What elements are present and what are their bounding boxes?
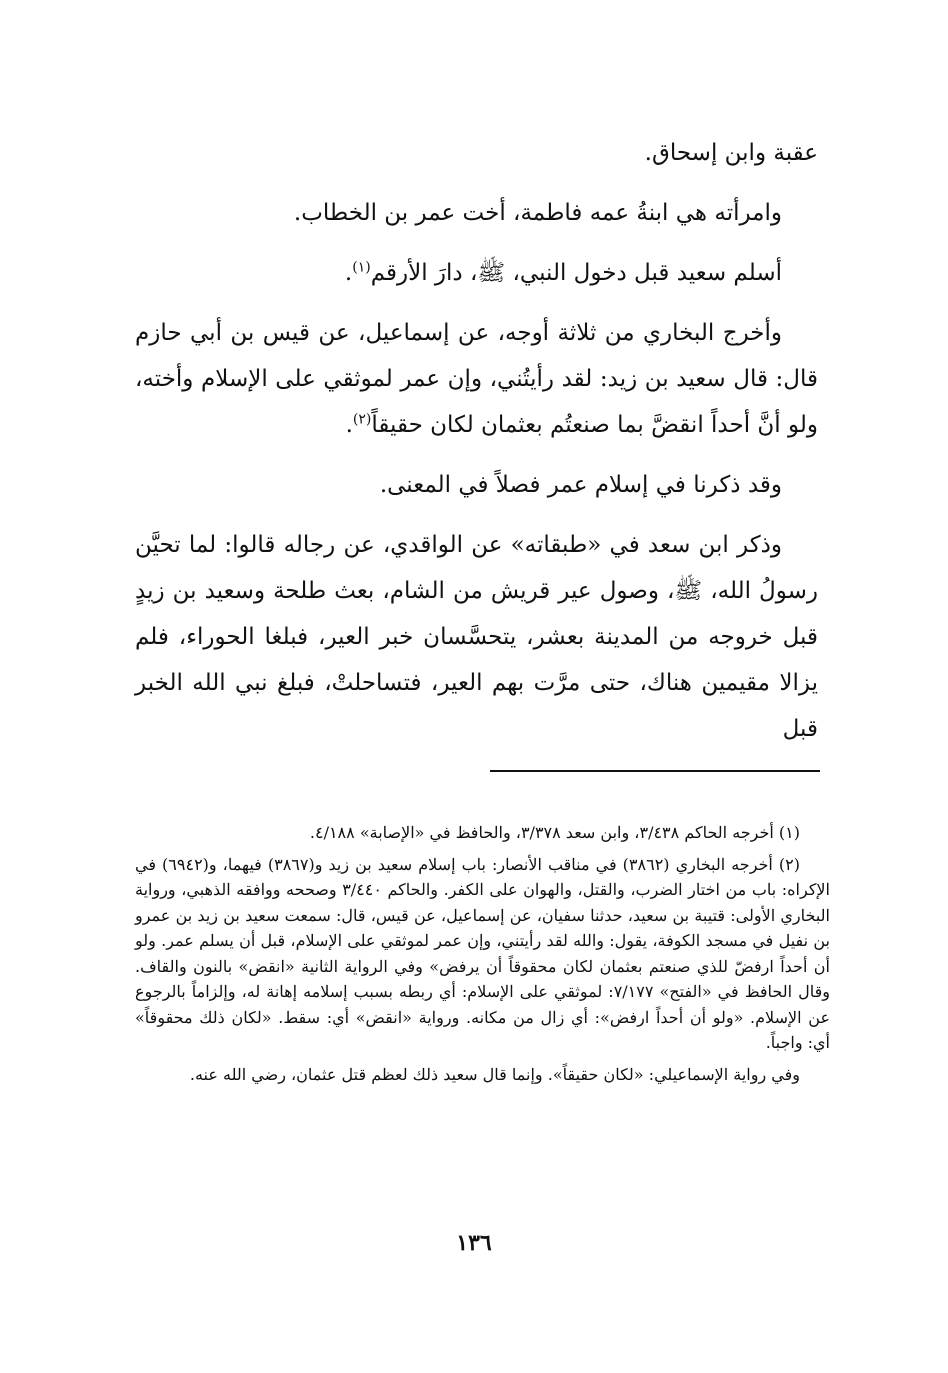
footnote-2-continuation: وفي رواية الإسماعيلي: «لكان حقيقاً». وإنما قال سعيد ذلك لعظم قتل عثمان، رضي الله عنه. [189,1064,800,1084]
paragraph-4-end: . [345,412,353,438]
footnote-ref-1: (١) [352,259,371,276]
main-text [135,130,818,752]
footnote-1: (١) أخرجه الحاكم ٣/٤٣٨، وابن سعد ٣/٣٧٨، والحافظ في «الإصابة» ٤/١٨٨. [309,823,800,842]
paragraph-3-text: أسلم سعيد قبل دخول النبي، ﷺ، دارَ الأرقم [370,260,782,286]
paragraph-4-text: وأخرج البخاري من ثلاثة أوجه، عن إسماعيل، عن قيس بن أبي حازم قال: قال سعيد بن زيد: لقد رأيتُني، وإن عمر لموثقي على الإسلام وأخته، ولو أنَّ أحداً انقضَّ بما صنعتُم بعثمان لكان حقيقاً [135,320,818,438]
paragraph-4 [135,310,818,448]
footnote-divider [490,770,820,772]
page-number: ١٣٦ [456,1230,492,1256]
footnote-2: (٢) أخرجه البخاري (٣٨٦٢) في مناقب الأنصار: باب إسلام سعيد بن زيد و(٣٨٦٧) فيهما، و(٦٩٤٢) في الإكراه: باب من اختار الضرب، والقتل، والهوان على الكفر. والحاكم ٣/٤٤٠ وصححه ووافقه الذهبي، ورواية البخاري الأولى: قتيبة بن سعيد، حدثنا سفيان، عن إسماعيل، عن قيس، قال: سمعت سعيد بن زيد بن عمرو بن نفيل في مسجد الكوفة، يقول: والله لقد رأيتني، وإن عمر لموثقي على الإسلام، قبل أن يسلم عمر. ولو أن أحداً ارفضّ للذي صنعتم بعثمان لكان محقوقاً أن يرفض» وفي الرواية الثانية «انقض» بالنون والقاف. وقال الحافظ في «الفتح» ٧/١٧٧: لموثقي على الإسلام: أي ربطه بسبب إسلامه إهانة له، وإلزاماً بالرجوع عن الإسلام. «ولو أن أحداً ارفض»: أي زال من مكانه. ورواية «انقض» أي: سقط. «لكان ذلك محقوقاً» أي: واجباً. [135,854,831,1052]
paragraph-3-end: . [344,260,353,286]
footnote-ref-2: (٢) [352,411,372,428]
paragraph-5: وقد ذكرنا في إسلام عمر فصلاً في المعنى. [379,472,782,498]
paragraph-3 [135,250,818,296]
paragraph-1: عقبة وابن إسحاق. [644,140,818,166]
paragraph-6: وذكر ابن سعد في «طبقاته» عن الواقدي، عن رجاله قالوا: لما تحيَّن رسولُ الله، ﷺ، وصول عير قريش من الشام، بعث طلحة وسعيد بن زيدٍ قبل خروجه من المدينة بعشر، يتحسَّسان خبر العير، فبلغا الحوراء، فلم يزالا مقيمين هناك، حتى مرَّت بهم العير، فتساحلتْ، فبلغ نبي الله الخبر قبل [135,532,818,742]
footnotes [135,820,830,1093]
paragraph-2: وامرأته هي ابنةُ عمه فاطمة، أخت عمر بن الخطاب. [293,200,782,226]
